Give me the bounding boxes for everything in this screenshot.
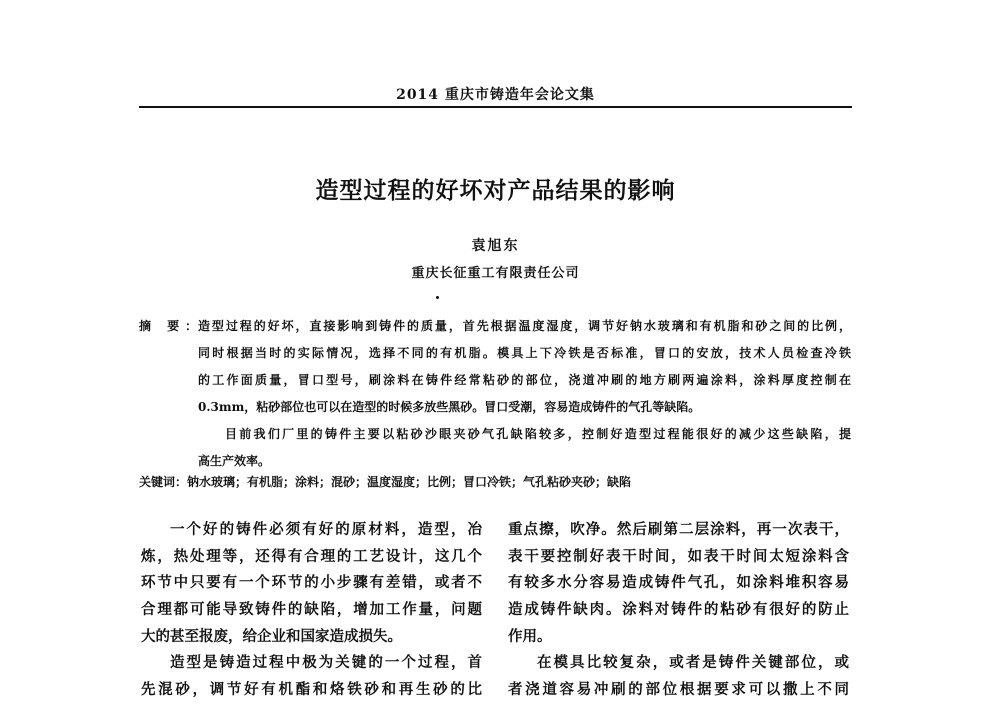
running-header: 2014 重庆市铸造年会论文集	[396, 87, 595, 103]
body-column-right	[508, 517, 849, 704]
author-name: 袁旭东	[471, 238, 520, 254]
header-rule	[139, 106, 852, 108]
abstract-line: 造型过程的好坏，直接影响到铸件的质量，首先根据温度湿度，调节好钠水玻璃和有机脂和砂之间的比例，	[198, 319, 851, 333]
abstract-row	[139, 313, 851, 340]
body-line: 造型是铸造过程中极为关键的一个过程，首	[170, 654, 482, 672]
stray-dot	[436, 296, 439, 299]
body-line: 重点擦，吹净。然后刷第二层涂料，再一次表干，	[508, 521, 849, 538]
abstract-line: 的工作面质量，冒口型号，刷涂料在铸件经常粘砂的部位，浇道冲刷的地方刷两遍涂料，涂料厚度控制在	[198, 373, 851, 387]
abstract-line: 0.3mm，粘砂部位也可以在造型的时候多放些黑砂。冒口受潮，容易造成铸件的气孔等缺陷。	[198, 400, 701, 414]
body-line: 炼，热处理等，还得有合理的工艺设计，这几个	[141, 547, 482, 565]
body-line: 作用。	[508, 627, 552, 645]
abstract-row	[139, 421, 851, 448]
body-line: 在模具比较复杂，或者是铸件关键部位，或	[537, 654, 849, 672]
body-line: 大的甚至报废，给企业和国家造成损失。	[141, 627, 402, 645]
abstract	[139, 313, 851, 475]
abstract-line: 目前我们厂里的铸件主要以粘砂沙眼夹砂气孔缺陷较多，控制好造型过程能很好的减少这些缺陷，提	[225, 427, 851, 441]
article-title: 造型过程的好坏对产品结果的影响	[315, 177, 676, 204]
author-affiliation: 重庆长征重工有限责任公司	[411, 266, 580, 281]
abstract-row	[139, 340, 851, 367]
abstract-row	[139, 367, 851, 394]
keywords	[139, 473, 631, 490]
body-column-left	[141, 517, 482, 704]
abstract-line: 同时根据当时的实际情况，选择不同的有机脂。模具上下冷铁是否标准，冒口的安放，技术人员检查冷铁	[198, 346, 851, 360]
abstract-line: 高生产效率。	[198, 454, 271, 468]
keywords-label: 关键词：	[139, 475, 188, 489]
abstract-label: 摘 要：	[139, 319, 204, 333]
body-line: 先混砂，调节好有机酯和烙铁砂和再生砂的比	[141, 681, 482, 699]
body-line: 有较多水分容易造成铸件气孔，如涂料堆积容易	[508, 574, 849, 592]
keywords-list: 钠水玻璃；有机脂；涂料；混砂；温度湿度；比例；冒口冷铁；气孔粘砂夹砂；缺陷	[187, 475, 632, 489]
body-line: 者浇道容易冲刷的部位根据要求可以撒上不同	[508, 681, 849, 699]
body-line: 合理都可能导致铸件的缺陷，增加工作量，问题	[141, 601, 482, 619]
body-line: 造成铸件缺肉。涂料对铸件的粘砂有很好的防止	[508, 601, 849, 619]
body-line: 一个好的铸件必须有好的原材料，造型，冶	[170, 521, 482, 538]
abstract-row	[139, 394, 851, 421]
body-line: 表干要控制好表干时间，如表干时间太短涂料含	[508, 547, 849, 565]
body-line: 环节中只要有一个环节的小步骤有差错，或者不	[141, 574, 482, 592]
abstract-row	[139, 448, 851, 475]
